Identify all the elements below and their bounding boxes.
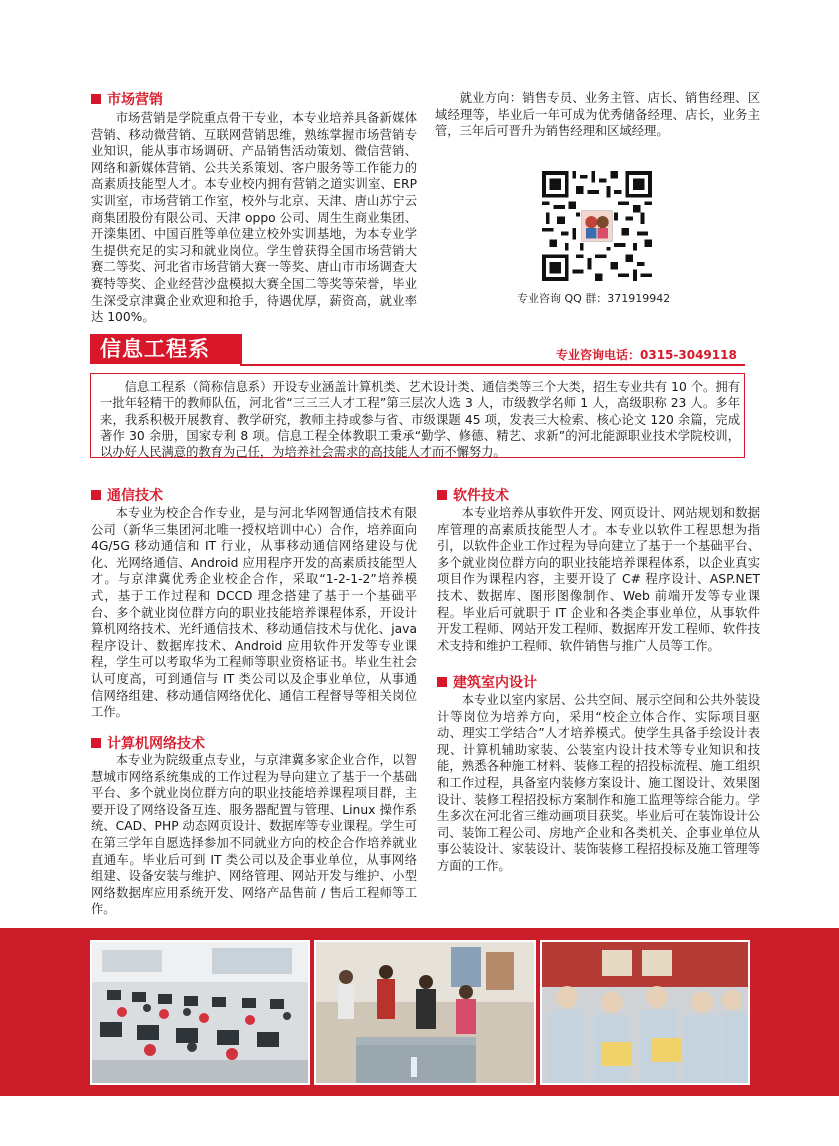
software-title: 软件技术 <box>453 488 509 504</box>
computer-lab-photo <box>90 940 310 1085</box>
software-body: 本专业培养从事软件开发、网页设计、网站规划和数据库管理的高素质技能型人才。本专业以软件工程思想为指引，以软件企业工作过程为导向建立了基于一个基础平台、多个就业岗位群方向的职业技能培养课程体系，以企业真实项目作为课程内容，主要开设了 C# 程序设计、ASP.NET 技术、数据库、图形图像制作、Web 前端开发等专业课程。毕业后可就职于 IT 企业和各类企事业单位，从事软件开发工程师、网站开发工程师、数据库开发工程师、软件技术支持和维护工程师、软件销售与推广人员等工作。 <box>437 506 760 653</box>
interior-title-row <box>437 674 537 692</box>
square-bullet-icon <box>91 490 101 500</box>
network-body: 本专业为院级重点专业，与京津冀多家企业合作，以智慧城市网络系统集成的工作过程为导向建立了基于一个基础平台、多个就业岗位群方向的职业技能培养课程项目群，主要开设了网络设备互连、服务器配置与管理、Linux 操作系统、CAD、PHP 动态网页设计、数据库等专业课程。学生可在第三学年自愿选择参加不同就业方向的校企合作培养就业直通车。毕业后可到 IT 类公司以及企事业单位，从事网络组建、设备安装与维护、网络管理、网站开发与维护、小型网络数据库应用系统开发、网络产品售前 / 售后工程师等工作。 <box>91 753 417 917</box>
consult-hotline: 专业咨询电话：0315-3049118 <box>556 348 737 362</box>
department-intro: 信息工程系（简称信息系）开设专业涵盖计算机类、艺术设计类、通信类等三个大类，招生专业共有 10 个。拥有一批年轻精干的教师队伍，河北省“三三三人才工程”第三层次人选 3 人，市级教学名师 1 人，高级职称 23 人。多年来，我系积极开展教育、教学研究，教师主持或参与省、市级课题 45 项，发表三大检索、核心论文 120 余篇，完成著作 30 余册，国家专利 8 项。信息工程全体教职工秉承“勤学、修德、精艺、求新”的河北能源职业技术学院校训，以办好人民满意的教育为己任，为培养社会需求的高技能人才而不懈努力。 <box>100 380 740 460</box>
exhibition-visit-photo <box>314 940 536 1085</box>
software-title-row <box>437 487 509 505</box>
interior-body: 本专业以室内家居、公共空间、展示空间和公共外装设计等岗位为培养方向，采用“校企立体合作、实际项目驱动、理实工学结合”人才培养模式。使学生具备手绘设计表现、计算机辅助家装、公装室内设计技术等专业知识和技能，熟悉各种施工材料、装修工程的招投标流程、施工组织和工作过程，具备室内装修方案设计、施工图设计、效果图设计、装修工程招投标方案制作和施工监理等综合能力。学生多次在河北省三维动画项目获奖。毕业后可在装饰设计公司、装饰工程公司、房地产企业和各类机关、企事业单位从事公装设计、家装设计、装饰装修工程招投标及施工管理等方面的工作。 <box>437 693 760 873</box>
department-banner: 信息工程系 <box>90 334 242 364</box>
qr-code-icon <box>542 171 652 281</box>
network-title: 计算机网络技术 <box>107 736 205 752</box>
network-title-row <box>91 735 205 753</box>
telecom-title-row <box>91 487 163 505</box>
marketing-body: 市场营销是学院重点骨干专业，本专业培养具备新媒体营销、移动微营销、互联网营销思维，熟练掌握市场营销专业知识，能从事市场调研、产品销售活动策划、微信营销、网络和新媒体营销、公共关系策划、客户服务等工作能力的高素质技能型人才。本专业校内拥有营销之道实训室、ERP 实训室，市场营销工作室，校外与北京、天津、唐山苏宁云商集团股份有限公司、天津 oppo 公司、周生生商业集团、开滦集团、中国百胜等单位建立校外实训基地，为本专业学生提供充足的实习和就业岗位。学生曾获得全国市场营销大赛二等奖、河北省市场营销大赛一等奖、唐山市市场调查大赛特等奖、企业经营沙盘模拟大赛全国二等奖等荣誉，毕业生深受京津冀企业欢迎和抢手，待遇优厚，薪资高，就业率达 100%。 <box>91 111 417 325</box>
marketing-employment: 就业方向：销售专员、业务主管、店长、销售经理、区域经理等，毕业后一年可成为优秀储备经理、店长，业务主管，三年后可晋升为销售经理和区域经理。 <box>435 91 760 139</box>
award-group-photo <box>540 940 750 1085</box>
qq-group-caption: 专业咨询 QQ 群：371919942 <box>517 292 671 305</box>
square-bullet-icon <box>437 490 447 500</box>
interior-title: 建筑室内设计 <box>453 675 537 691</box>
square-bullet-icon <box>91 94 101 104</box>
marketing-title: 市场营销 <box>107 92 163 108</box>
banner-divider <box>240 364 745 366</box>
telecom-body: 本专业为校企合作专业，是与河北华网智通信技术有限公司（新华三集团河北唯一授权培训中心）合作，培养面向 4G/5G 移动通信和 IT 行业，从事移动通信网络建设与优化、光网络通信、Android 应用程序开发的高素质技能型人才。与京津冀优秀企业校企合作，采取“1-2-1-2”培养模式，基于工作过程和 DCCD 理念搭建了基于一个基础平台、多个就业岗位群方向的职业技能培养课程体系，开设计算机网络技术、光纤通信技术、移动通信技术与优化、java 程序设计、数据库技术、Android 应用软件开发等专业课程，学生可以考取华为工程师等职业资格证书。毕业生社会认可度高，可到通信与 IT 类公司以及企事业单位，从事通信网络组建、移动通信网络优化、通信工程督导等相关岗位工作。 <box>91 506 417 720</box>
telecom-title: 通信技术 <box>107 488 163 504</box>
square-bullet-icon <box>437 677 447 687</box>
square-bullet-icon <box>91 738 101 748</box>
marketing-title-row <box>91 91 163 109</box>
